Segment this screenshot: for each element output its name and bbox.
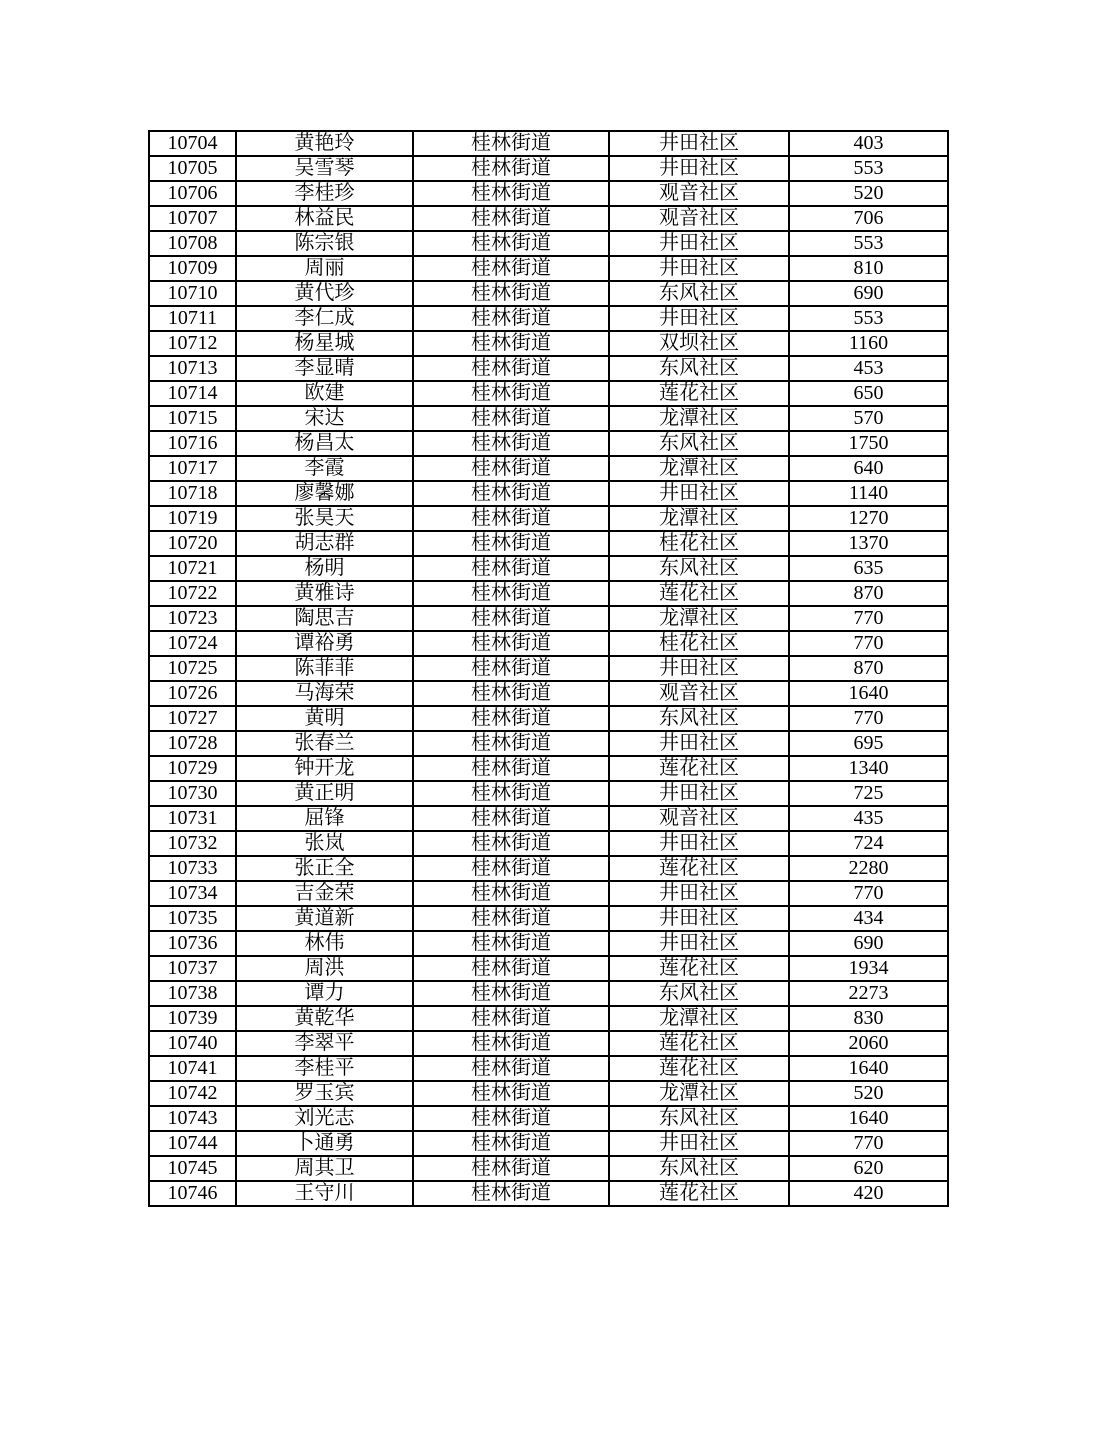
cell-value: 695 <box>789 731 948 756</box>
cell-community: 观音社区 <box>609 206 789 231</box>
table-row <box>149 331 948 356</box>
cell-street: 桂林街道 <box>413 156 609 181</box>
cell-name: 谭力 <box>236 981 413 1006</box>
cell-community: 井田社区 <box>609 731 789 756</box>
cell-community: 东风社区 <box>609 706 789 731</box>
table-row <box>149 1081 948 1106</box>
cell-street: 桂林街道 <box>413 281 609 306</box>
cell-id: 10731 <box>149 806 236 831</box>
cell-id: 10732 <box>149 831 236 856</box>
cell-street: 桂林街道 <box>413 606 609 631</box>
cell-name: 欧建 <box>236 381 413 406</box>
cell-value: 770 <box>789 881 948 906</box>
table-row <box>149 1156 948 1181</box>
cell-value: 553 <box>789 306 948 331</box>
cell-value: 620 <box>789 1156 948 1181</box>
cell-name: 罗玉宾 <box>236 1081 413 1106</box>
cell-name: 张昊天 <box>236 506 413 531</box>
cell-community: 井田社区 <box>609 1131 789 1156</box>
data-table <box>148 130 949 1207</box>
cell-id: 10711 <box>149 306 236 331</box>
cell-street: 桂林街道 <box>413 356 609 381</box>
cell-id: 10718 <box>149 481 236 506</box>
cell-value: 553 <box>789 156 948 181</box>
cell-value: 1640 <box>789 1056 948 1081</box>
cell-name: 王守川 <box>236 1181 413 1206</box>
cell-value: 520 <box>789 181 948 206</box>
cell-name: 周其卫 <box>236 1156 413 1181</box>
cell-community: 龙潭社区 <box>609 506 789 531</box>
cell-value: 706 <box>789 206 948 231</box>
cell-id: 10720 <box>149 531 236 556</box>
cell-id: 10707 <box>149 206 236 231</box>
cell-community: 龙潭社区 <box>609 606 789 631</box>
table-row <box>149 681 948 706</box>
cell-value: 690 <box>789 281 948 306</box>
table-row <box>149 806 948 831</box>
cell-street: 桂林街道 <box>413 1131 609 1156</box>
cell-street: 桂林街道 <box>413 1006 609 1031</box>
cell-name: 杨明 <box>236 556 413 581</box>
cell-name: 宋达 <box>236 406 413 431</box>
cell-street: 桂林街道 <box>413 181 609 206</box>
cell-community: 东风社区 <box>609 356 789 381</box>
cell-street: 桂林街道 <box>413 556 609 581</box>
cell-street: 桂林街道 <box>413 481 609 506</box>
cell-value: 403 <box>789 131 948 156</box>
cell-street: 桂林街道 <box>413 506 609 531</box>
cell-community: 井田社区 <box>609 906 789 931</box>
cell-name: 廖馨娜 <box>236 481 413 506</box>
cell-street: 桂林街道 <box>413 431 609 456</box>
table-row <box>149 381 948 406</box>
cell-value: 635 <box>789 556 948 581</box>
cell-value: 1140 <box>789 481 948 506</box>
cell-id: 10715 <box>149 406 236 431</box>
table-row <box>149 531 948 556</box>
table-row <box>149 1131 948 1156</box>
cell-id: 10739 <box>149 1006 236 1031</box>
cell-street: 桂林街道 <box>413 706 609 731</box>
table-row <box>149 556 948 581</box>
cell-name: 张正全 <box>236 856 413 881</box>
cell-value: 570 <box>789 406 948 431</box>
cell-id: 10728 <box>149 731 236 756</box>
cell-community: 龙潭社区 <box>609 456 789 481</box>
cell-value: 553 <box>789 231 948 256</box>
cell-id: 10710 <box>149 281 236 306</box>
cell-street: 桂林街道 <box>413 306 609 331</box>
table-row <box>149 656 948 681</box>
cell-street: 桂林街道 <box>413 331 609 356</box>
cell-community: 井田社区 <box>609 131 789 156</box>
cell-community: 莲花社区 <box>609 1181 789 1206</box>
cell-community: 井田社区 <box>609 306 789 331</box>
cell-value: 520 <box>789 1081 948 1106</box>
cell-street: 桂林街道 <box>413 1106 609 1131</box>
cell-name: 黄正明 <box>236 781 413 806</box>
table-row <box>149 706 948 731</box>
table-row <box>149 831 948 856</box>
cell-street: 桂林街道 <box>413 581 609 606</box>
cell-id: 10729 <box>149 756 236 781</box>
cell-value: 640 <box>789 456 948 481</box>
cell-id: 10743 <box>149 1106 236 1131</box>
cell-id: 10713 <box>149 356 236 381</box>
cell-community: 观音社区 <box>609 681 789 706</box>
table-row <box>149 606 948 631</box>
cell-value: 724 <box>789 831 948 856</box>
cell-id: 10709 <box>149 256 236 281</box>
cell-community: 井田社区 <box>609 481 789 506</box>
cell-community: 东风社区 <box>609 981 789 1006</box>
cell-community: 莲花社区 <box>609 956 789 981</box>
cell-community: 东风社区 <box>609 1106 789 1131</box>
cell-name: 李翠平 <box>236 1031 413 1056</box>
cell-street: 桂林街道 <box>413 1181 609 1206</box>
table-row <box>149 881 948 906</box>
table-row <box>149 281 948 306</box>
cell-id: 10738 <box>149 981 236 1006</box>
cell-name: 陶思吉 <box>236 606 413 631</box>
cell-street: 桂林街道 <box>413 981 609 1006</box>
cell-id: 10735 <box>149 906 236 931</box>
cell-community: 龙潭社区 <box>609 1006 789 1031</box>
cell-street: 桂林街道 <box>413 856 609 881</box>
cell-community: 井田社区 <box>609 881 789 906</box>
cell-street: 桂林街道 <box>413 256 609 281</box>
cell-community: 桂花社区 <box>609 631 789 656</box>
cell-name: 刘光志 <box>236 1106 413 1131</box>
cell-id: 10726 <box>149 681 236 706</box>
cell-name: 屈锋 <box>236 806 413 831</box>
table-row <box>149 181 948 206</box>
cell-id: 10727 <box>149 706 236 731</box>
cell-community: 井田社区 <box>609 656 789 681</box>
cell-id: 10730 <box>149 781 236 806</box>
cell-name: 谭裕勇 <box>236 631 413 656</box>
table-row <box>149 456 948 481</box>
cell-name: 张春兰 <box>236 731 413 756</box>
cell-id: 10733 <box>149 856 236 881</box>
cell-street: 桂林街道 <box>413 381 609 406</box>
cell-street: 桂林街道 <box>413 1031 609 1056</box>
cell-street: 桂林街道 <box>413 531 609 556</box>
table-row <box>149 1106 948 1131</box>
table-row <box>149 731 948 756</box>
cell-id: 10745 <box>149 1156 236 1181</box>
cell-name: 黄艳玲 <box>236 131 413 156</box>
cell-value: 725 <box>789 781 948 806</box>
cell-community: 观音社区 <box>609 806 789 831</box>
cell-community: 龙潭社区 <box>609 1081 789 1106</box>
cell-street: 桂林街道 <box>413 131 609 156</box>
cell-value: 435 <box>789 806 948 831</box>
cell-value: 1640 <box>789 681 948 706</box>
cell-name: 杨昌太 <box>236 431 413 456</box>
table-body <box>149 131 948 1206</box>
cell-value: 2280 <box>789 856 948 881</box>
cell-street: 桂林街道 <box>413 1056 609 1081</box>
cell-street: 桂林街道 <box>413 456 609 481</box>
table-row <box>149 156 948 181</box>
cell-street: 桂林街道 <box>413 731 609 756</box>
cell-street: 桂林街道 <box>413 231 609 256</box>
cell-name: 黄雅诗 <box>236 581 413 606</box>
cell-street: 桂林街道 <box>413 781 609 806</box>
cell-name: 李仁成 <box>236 306 413 331</box>
cell-name: 李显晴 <box>236 356 413 381</box>
cell-id: 10741 <box>149 1056 236 1081</box>
cell-street: 桂林街道 <box>413 656 609 681</box>
cell-value: 870 <box>789 656 948 681</box>
cell-id: 10725 <box>149 656 236 681</box>
cell-value: 2060 <box>789 1031 948 1056</box>
table-row <box>149 431 948 456</box>
cell-name: 钟开龙 <box>236 756 413 781</box>
cell-community: 双坝社区 <box>609 331 789 356</box>
cell-street: 桂林街道 <box>413 831 609 856</box>
cell-name: 胡志群 <box>236 531 413 556</box>
cell-value: 770 <box>789 606 948 631</box>
cell-street: 桂林街道 <box>413 881 609 906</box>
cell-value: 420 <box>789 1181 948 1206</box>
cell-street: 桂林街道 <box>413 681 609 706</box>
table-row <box>149 356 948 381</box>
cell-name: 林益民 <box>236 206 413 231</box>
table-row <box>149 781 948 806</box>
cell-value: 830 <box>789 1006 948 1031</box>
cell-id: 10737 <box>149 956 236 981</box>
cell-street: 桂林街道 <box>413 806 609 831</box>
cell-id: 10721 <box>149 556 236 581</box>
cell-name: 黄代珍 <box>236 281 413 306</box>
cell-value: 1270 <box>789 506 948 531</box>
cell-street: 桂林街道 <box>413 756 609 781</box>
table-row <box>149 856 948 881</box>
cell-id: 10705 <box>149 156 236 181</box>
cell-street: 桂林街道 <box>413 1081 609 1106</box>
cell-id: 10744 <box>149 1131 236 1156</box>
table-row <box>149 256 948 281</box>
cell-name: 陈宗银 <box>236 231 413 256</box>
cell-id: 10740 <box>149 1031 236 1056</box>
cell-name: 吉金荣 <box>236 881 413 906</box>
cell-street: 桂林街道 <box>413 631 609 656</box>
cell-name: 周洪 <box>236 956 413 981</box>
cell-community: 莲花社区 <box>609 1031 789 1056</box>
cell-name: 吴雪琴 <box>236 156 413 181</box>
table-row <box>149 756 948 781</box>
cell-id: 10717 <box>149 456 236 481</box>
cell-name: 李桂平 <box>236 1056 413 1081</box>
cell-value: 1370 <box>789 531 948 556</box>
cell-community: 东风社区 <box>609 281 789 306</box>
table-row <box>149 1006 948 1031</box>
cell-id: 10714 <box>149 381 236 406</box>
cell-name: 杨星城 <box>236 331 413 356</box>
cell-id: 10708 <box>149 231 236 256</box>
cell-street: 桂林街道 <box>413 906 609 931</box>
table-row <box>149 481 948 506</box>
cell-community: 莲花社区 <box>609 1056 789 1081</box>
cell-community: 东风社区 <box>609 1156 789 1181</box>
cell-id: 10722 <box>149 581 236 606</box>
cell-id: 10746 <box>149 1181 236 1206</box>
table-row <box>149 506 948 531</box>
cell-street: 桂林街道 <box>413 931 609 956</box>
cell-name: 黄明 <box>236 706 413 731</box>
table-row <box>149 906 948 931</box>
cell-community: 莲花社区 <box>609 856 789 881</box>
cell-street: 桂林街道 <box>413 956 609 981</box>
cell-community: 井田社区 <box>609 831 789 856</box>
table-row <box>149 956 948 981</box>
table-row <box>149 406 948 431</box>
cell-community: 桂花社区 <box>609 531 789 556</box>
cell-value: 810 <box>789 256 948 281</box>
cell-community: 井田社区 <box>609 781 789 806</box>
cell-name: 李桂珍 <box>236 181 413 206</box>
cell-community: 龙潭社区 <box>609 406 789 431</box>
cell-id: 10736 <box>149 931 236 956</box>
table-row <box>149 1031 948 1056</box>
table-row <box>149 206 948 231</box>
cell-value: 1340 <box>789 756 948 781</box>
table-row <box>149 581 948 606</box>
cell-id: 10734 <box>149 881 236 906</box>
cell-value: 770 <box>789 1131 948 1156</box>
cell-id: 10712 <box>149 331 236 356</box>
cell-community: 东风社区 <box>609 556 789 581</box>
table-row <box>149 231 948 256</box>
cell-value: 1934 <box>789 956 948 981</box>
cell-community: 井田社区 <box>609 256 789 281</box>
cell-name: 李霞 <box>236 456 413 481</box>
cell-id: 10706 <box>149 181 236 206</box>
table-row <box>149 931 948 956</box>
cell-name: 陈菲菲 <box>236 656 413 681</box>
cell-name: 黄道新 <box>236 906 413 931</box>
cell-name: 周丽 <box>236 256 413 281</box>
cell-community: 莲花社区 <box>609 756 789 781</box>
table-row <box>149 631 948 656</box>
cell-value: 453 <box>789 356 948 381</box>
cell-community: 井田社区 <box>609 931 789 956</box>
cell-street: 桂林街道 <box>413 406 609 431</box>
cell-name: 黄乾华 <box>236 1006 413 1031</box>
cell-id: 10719 <box>149 506 236 531</box>
cell-community: 东风社区 <box>609 431 789 456</box>
cell-community: 井田社区 <box>609 231 789 256</box>
cell-community: 莲花社区 <box>609 381 789 406</box>
cell-name: 马海荣 <box>236 681 413 706</box>
cell-name: 张岚 <box>236 831 413 856</box>
cell-community: 井田社区 <box>609 156 789 181</box>
cell-id: 10716 <box>149 431 236 456</box>
cell-id: 10742 <box>149 1081 236 1106</box>
cell-id: 10723 <box>149 606 236 631</box>
table-row <box>149 981 948 1006</box>
cell-value: 870 <box>789 581 948 606</box>
cell-id: 10724 <box>149 631 236 656</box>
table-row <box>149 131 948 156</box>
cell-value: 650 <box>789 381 948 406</box>
cell-community: 莲花社区 <box>609 581 789 606</box>
cell-value: 690 <box>789 931 948 956</box>
cell-value: 1750 <box>789 431 948 456</box>
table-row <box>149 306 948 331</box>
cell-id: 10704 <box>149 131 236 156</box>
cell-value: 1160 <box>789 331 948 356</box>
cell-value: 2273 <box>789 981 948 1006</box>
cell-street: 桂林街道 <box>413 1156 609 1181</box>
cell-street: 桂林街道 <box>413 206 609 231</box>
cell-community: 观音社区 <box>609 181 789 206</box>
cell-value: 770 <box>789 631 948 656</box>
cell-value: 1640 <box>789 1106 948 1131</box>
table-row <box>149 1181 948 1206</box>
cell-name: 卜通勇 <box>236 1131 413 1156</box>
cell-value: 770 <box>789 706 948 731</box>
cell-name: 林伟 <box>236 931 413 956</box>
table-row <box>149 1056 948 1081</box>
cell-value: 434 <box>789 906 948 931</box>
